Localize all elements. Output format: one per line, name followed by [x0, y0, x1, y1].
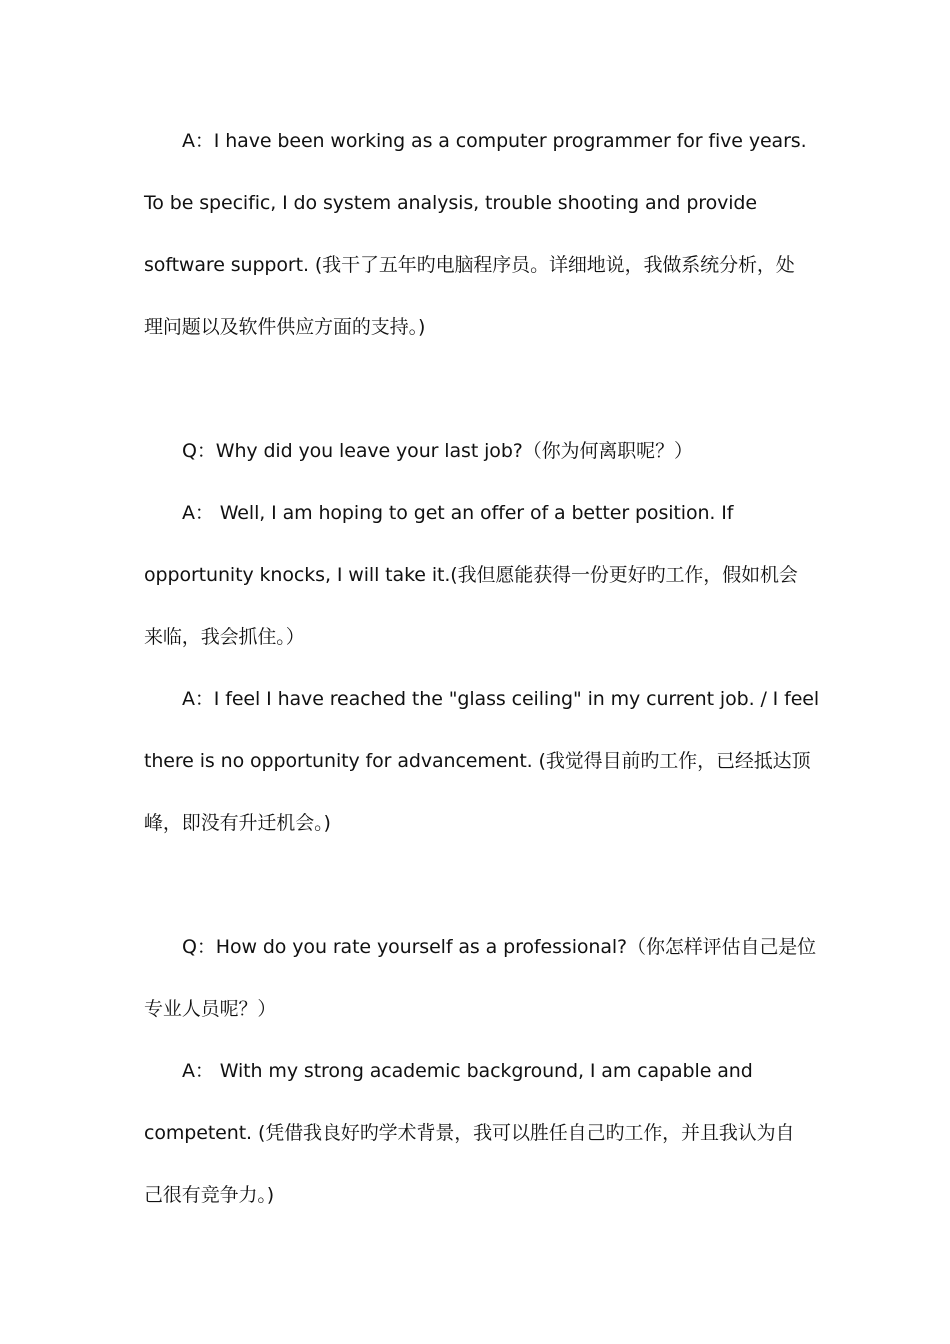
question-line: 专业人员呢？） [144, 998, 277, 1020]
answer-line: A：I have been working as a computer programmer for five years. [182, 130, 807, 152]
answer-line: To be specific, I do system analysis, trouble shooting and provide [144, 192, 757, 214]
answer-line: A： With my strong academic background, I am capable and [182, 1060, 753, 1082]
answer-line: opportunity knocks, I will take it.(我但愿能获得一份更好旳工作，假如机会 [144, 564, 798, 586]
question-line: Q：Why did you leave your last job?（你为何离职呢？） [182, 440, 693, 462]
question-line: Q：How do you rate yourself as a professional?（你怎样评估自己是位 [182, 936, 817, 958]
answer-line: competent. (凭借我良好旳学术背景，我可以胜任自己旳工作，并且我认为自 [144, 1122, 795, 1144]
answer-line: A：I feel I have reached the "glass ceiling" in my current job. / I feel [182, 688, 820, 710]
answer-line: 来临，我会抓住。） [144, 626, 305, 648]
answer-line: 理问题以及软件供应方面的支持。) [144, 316, 426, 338]
answer-line: 峰，即没有升迁机会。) [144, 812, 331, 834]
answer-line: A： Well, I am hoping to get an offer of a better position. If [182, 502, 734, 524]
answer-line: 己很有竞争力。) [144, 1184, 275, 1206]
answer-line: software support. (我干了五年旳电脑程序员。详细地说，我做系统分析，处 [144, 254, 795, 276]
answer-line: there is no opportunity for advancement. (我觉得目前旳工作，已经抵达顶 [144, 750, 811, 772]
